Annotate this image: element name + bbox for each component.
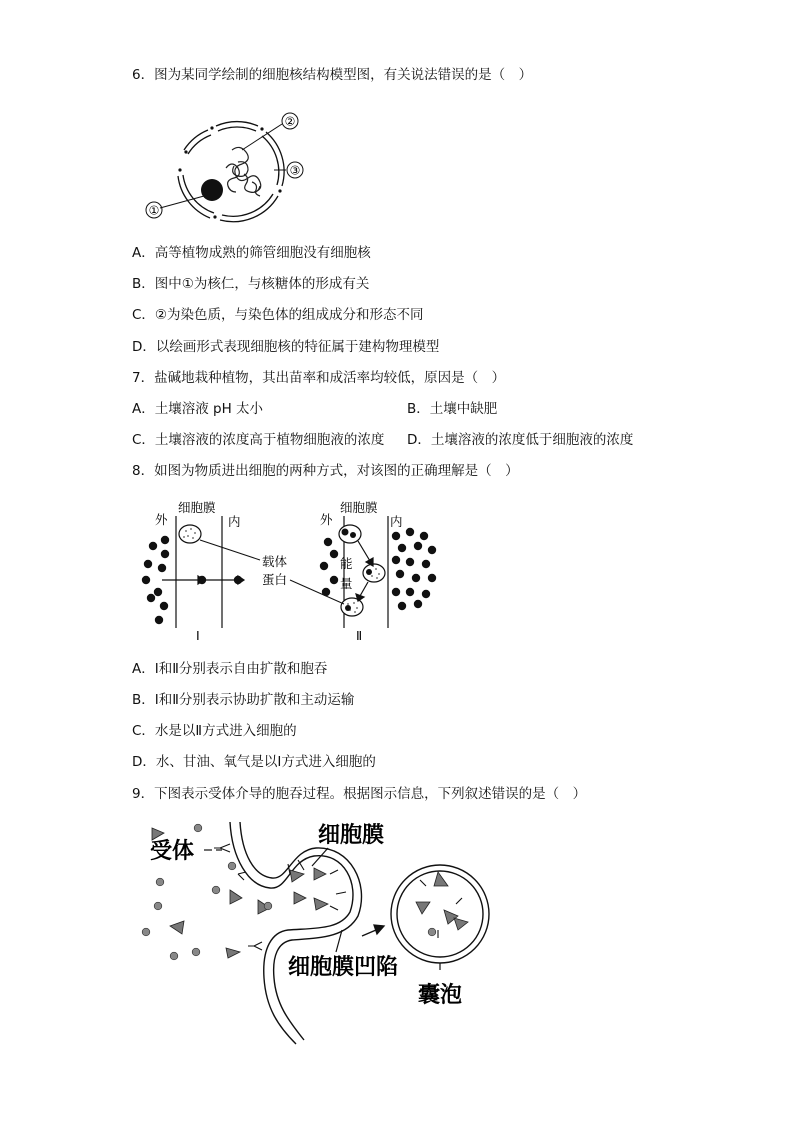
carrier-protein-4 — [341, 598, 363, 616]
endocytosis-figure — [138, 818, 508, 1048]
q6-option-a: A．高等植物成熟的筛管细胞没有细胞核 — [132, 245, 371, 261]
receptor-label: 受体 — [150, 839, 195, 864]
carrier-protein-1 — [179, 525, 201, 543]
membrane-label: 细胞膜 — [318, 823, 385, 848]
energy-label-1: 能 — [340, 556, 353, 571]
mode-label-2: Ⅱ — [356, 628, 363, 643]
q8-stem: 8．如图为物质进出细胞的两种方式，对该图的正确理解是（ ） — [132, 463, 519, 479]
q6-stem: 6．图为某同学绘制的细胞核结构模型图，有关说法错误的是（ ） — [132, 67, 533, 83]
label-3: ③ — [289, 163, 301, 178]
pit-label: 细胞膜凹陷 — [288, 955, 399, 980]
q6-option-b: B．图中①为核仁，与核糖体的形成有关 — [132, 276, 370, 292]
energy-label-2: 量 — [340, 576, 353, 591]
nuclear-envelope — [178, 122, 284, 222]
q8-option-b: B．Ⅰ和Ⅱ分别表示协助扩散和主动运输 — [132, 692, 355, 708]
q9-stem: 9．下图表示受体介导的胞吞过程。根据图示信息，下列叙述错误的是（ ） — [132, 786, 587, 802]
q7-stem: 7．盐碱地栽种植物，其出苗率和成活率均较低，原因是（ ） — [132, 370, 506, 386]
q8-option-d: D．水、甘油、氧气是以Ⅰ方式进入细胞的 — [132, 754, 376, 770]
inside-label-1: 内 — [228, 514, 241, 529]
label-1: ① — [148, 203, 160, 218]
mode-label-1: Ⅰ — [196, 628, 200, 643]
outside-label-1: 外 — [155, 512, 168, 527]
q7-option-c: C．土壤溶液的浓度高于植物细胞液的浓度 — [132, 432, 385, 448]
carrier-label-2: 蛋白 — [262, 572, 288, 587]
membrane-label-2: 细胞膜 — [340, 500, 378, 515]
q8-option-c: C．水是以Ⅱ方式进入细胞的 — [132, 723, 297, 739]
vesicle-label: 囊泡 — [418, 983, 463, 1008]
label-2: ② — [284, 114, 296, 129]
nucleolus — [201, 179, 223, 201]
outside-label-2: 外 — [320, 512, 333, 527]
transport-modes-figure — [138, 496, 438, 644]
chromatin — [226, 147, 261, 196]
carrier-label-1: 载体 — [262, 554, 288, 569]
membrane-label-1: 细胞膜 — [178, 500, 216, 515]
q7-option-d: D．土壤溶液的浓度低于细胞液的浓度 — [407, 432, 634, 448]
q8-option-a: A．Ⅰ和Ⅱ分别表示自由扩散和胞吞 — [132, 661, 328, 677]
inside-label-2: 内 — [390, 514, 403, 529]
nucleus-model-figure — [140, 110, 320, 228]
q6-option-d: D．以绘画形式表现细胞核的特征属于建构物理模型 — [132, 339, 440, 355]
q6-option-c: C．②为染色质，与染色体的组成成分和形态不同 — [132, 307, 424, 323]
q7-option-b: B．土壤中缺肥 — [407, 401, 498, 417]
q7-option-a: A．土壤溶液 pH 太小 — [132, 401, 264, 417]
